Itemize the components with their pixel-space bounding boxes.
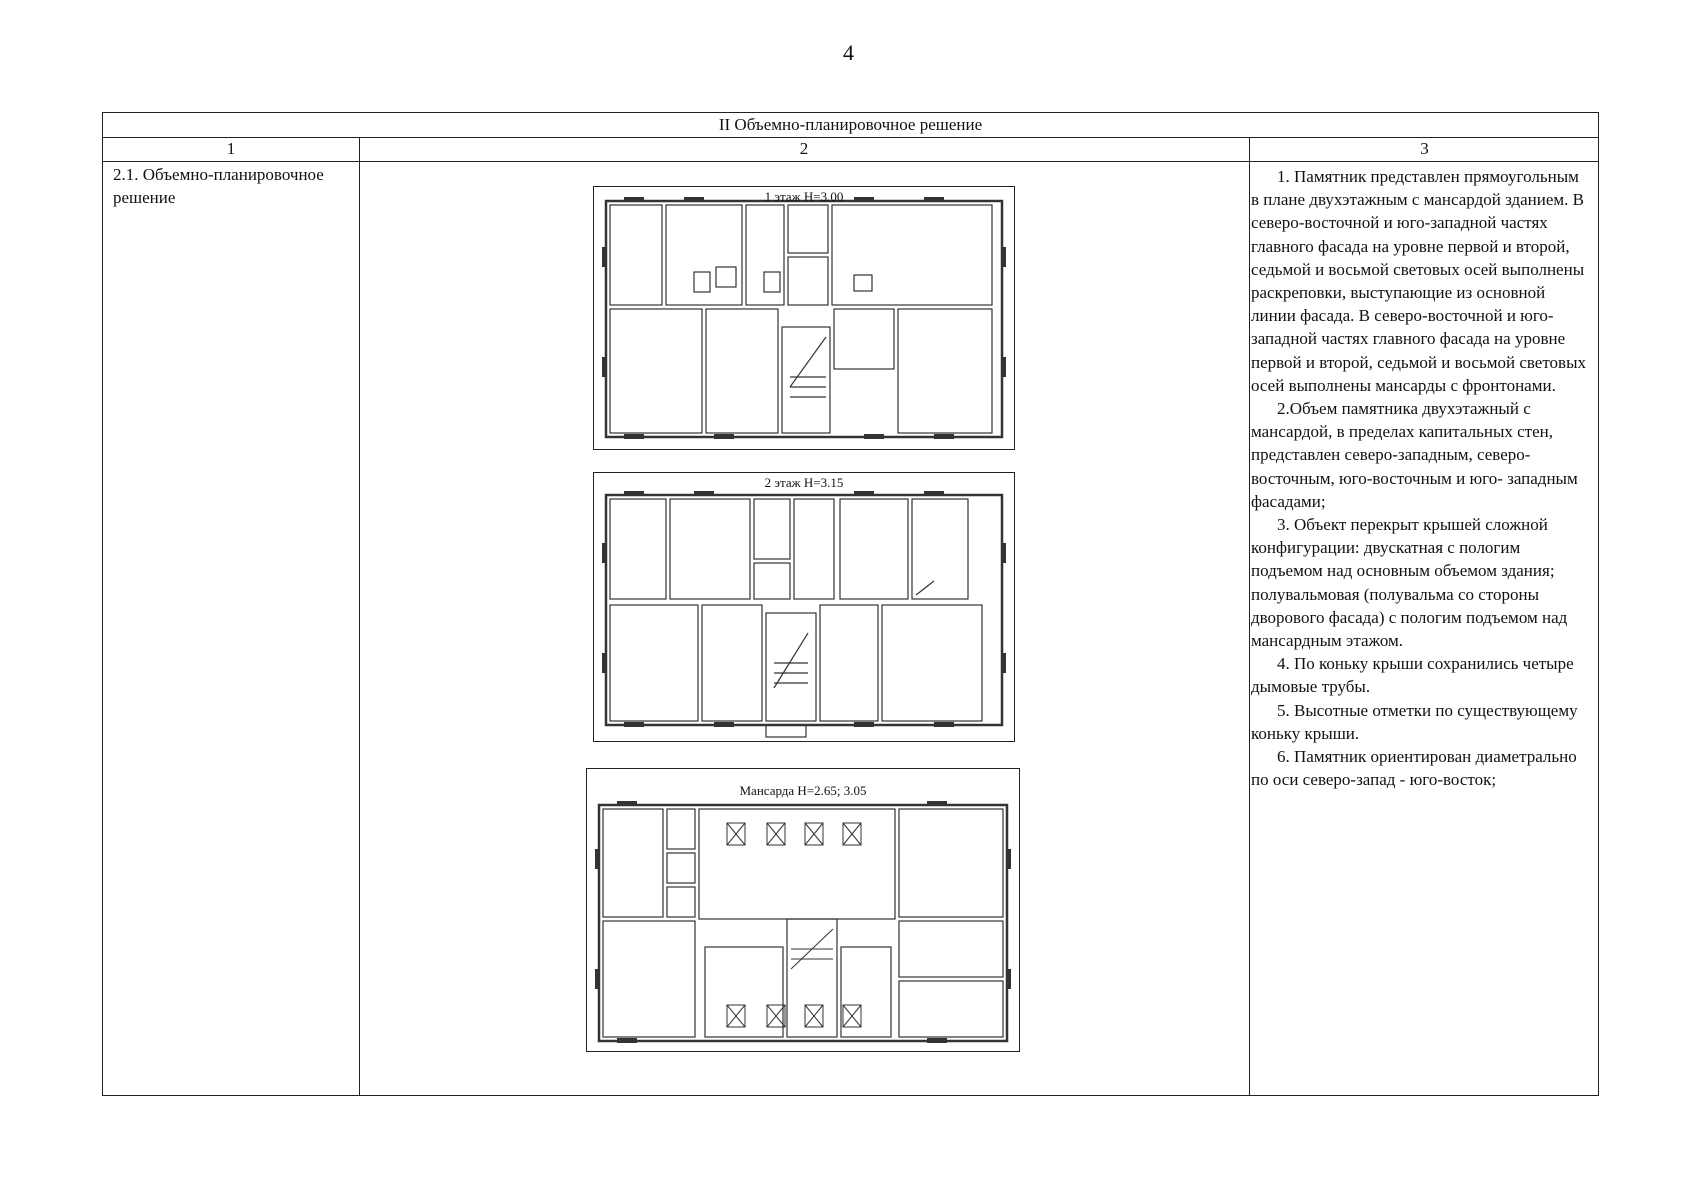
description-text — [1251, 165, 1591, 791]
floor-plan-1-drawing — [594, 187, 1014, 449]
plan-title: Мансарда Н=2.65; 3.05 — [739, 783, 867, 798]
column-number-3: 3 — [1420, 139, 1429, 158]
description-item: 6. Памятник ориентирован диаметрально по оси северо-запад - юго-восток; — [1251, 747, 1577, 790]
floor-plan-2-drawing — [594, 473, 1014, 741]
floor-plan-1 — [593, 186, 1015, 450]
column-number-1: 1 — [226, 139, 236, 158]
floor-plan-attic — [586, 768, 1020, 1052]
description-item: 1. Памятник представлен прямоугольным в плане двухэтажным с мансардой зданием. В северо-восточной и юго-западной частях главного фасада на уровне первой и второй, седьмой и восьмой световых осей выполнены раскреповки, выступающие из основной линии фасада. В северо-восточной и юго-западной частях главного фасада на уровне первой и второй, седьмой и восьмой световых осей выполнены мансарды с фронтонами. — [1251, 167, 1586, 395]
table-title: II Объемно-планировочное решение — [103, 113, 1598, 138]
page-number: 4 — [843, 40, 854, 65]
plan-title: 1 этаж Н=3.00 — [764, 189, 844, 204]
plan-title: 2 этаж Н=3.15 — [764, 475, 844, 490]
column-number-row — [103, 137, 1598, 162]
column-divider — [359, 137, 360, 1095]
description-item: 5. Высотные отметки по существующему коньку крыши. — [1251, 700, 1578, 743]
row-label: 2.1. Объемно-планировочное решение — [113, 165, 324, 207]
description-item: 2.Объем памятника двухэтажный с мансардой, в пределах капитальных стен, представлен северо-западным, северо-восточным, юго-восточным и юго- западным фасадами; — [1251, 399, 1578, 511]
column-divider — [1249, 137, 1250, 1095]
description-item: 3. Объект перекрыт крышей сложной конфигурации: двускатная с пологим подъемом над основным объемом здания; полувальмовая (полувальма со стороны дворового фасада) с пологим подъемом над мансардным этажом. — [1251, 515, 1568, 651]
column-number-2: 2 — [799, 139, 809, 158]
description-item: 4. По коньку крыши сохранились четыре дымовые трубы. — [1251, 654, 1574, 697]
floor-plan-2 — [593, 472, 1015, 742]
floor-plan-attic-drawing — [587, 769, 1019, 1051]
